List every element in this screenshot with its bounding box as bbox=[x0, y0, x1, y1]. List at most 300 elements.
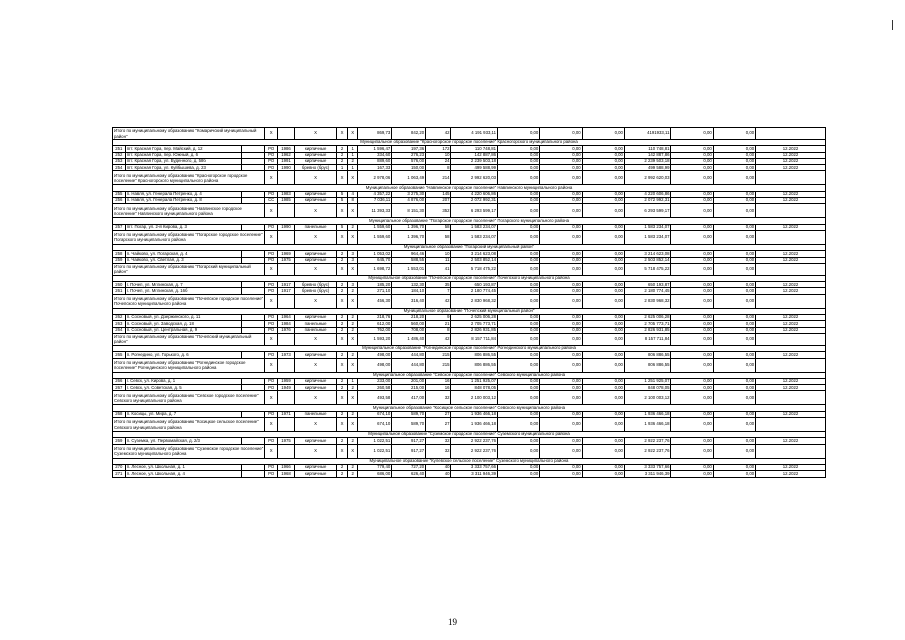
table-cell-c10: 589,70 bbox=[392, 411, 426, 417]
table-cell-c12: 4 220 606,86 bbox=[451, 191, 498, 197]
table-cell-c1: 251 bbox=[113, 146, 126, 152]
table-cell-c13: 0,00 bbox=[498, 152, 540, 158]
subtotal-cell-c15: 0,00 bbox=[582, 333, 624, 345]
table-cell-c7: 2 bbox=[337, 471, 348, 477]
table-cell-c16: 4 220 606,86 bbox=[624, 191, 671, 197]
table-cell-c16: 3 214 623,08 bbox=[624, 251, 671, 257]
municipality-name: Муниципальное образование "Кулевское сельское поселение" Суземского муниципального района bbox=[113, 458, 826, 464]
table-cell-c8: 2 bbox=[347, 158, 358, 164]
table-cell-c5: 1966 bbox=[278, 464, 295, 470]
table-cell-c13: 0,00 bbox=[498, 327, 540, 333]
subtotal-cell-c15: 0,00 bbox=[582, 391, 624, 405]
subtotal-cell-c5 bbox=[278, 171, 295, 185]
subtotal-cell-c9: 869,73 bbox=[358, 128, 392, 140]
subtotal-cell-c8: Х bbox=[347, 444, 358, 458]
subtotal-cell-c12: 2 922 237,76 bbox=[451, 444, 498, 458]
subtotal-cell-c15: 0,00 bbox=[582, 204, 624, 218]
subtotal-label: Итого по муниципальному образованию "Севское городское поселение" Севского муниципального района bbox=[113, 391, 265, 405]
table-cell-c17: 0,00 bbox=[671, 158, 713, 164]
table-cell-c8: 2 bbox=[347, 352, 358, 358]
table-cell-c9: 779,40 bbox=[358, 464, 392, 470]
table-cell-c17: 0,00 bbox=[671, 152, 713, 158]
table-cell-c13: 0,00 bbox=[498, 378, 540, 384]
subtotal-cell-c5 bbox=[278, 358, 295, 372]
subtotal-cell-c8: Х bbox=[347, 294, 358, 308]
subtotal-cell-c9: 1 698,72 bbox=[358, 263, 392, 275]
table-cell-c12: 650 193,87 bbox=[451, 282, 498, 288]
table-cell-c4: РО bbox=[265, 158, 278, 164]
table-cell-c9: 686,00 bbox=[358, 471, 392, 477]
subtotal-cell-c8: Х bbox=[347, 171, 358, 185]
subtotal-cell-c9: 1 022,51 bbox=[358, 444, 392, 458]
subtotal-cell-c6: Х bbox=[294, 204, 336, 218]
table-cell-c9: 674,10 bbox=[358, 411, 392, 417]
table-cell-c3 bbox=[242, 471, 265, 477]
subtotal-cell-c12: 1 936 466,18 bbox=[451, 418, 498, 432]
table-cell-c17: 0,00 bbox=[671, 315, 713, 321]
table-cell-c14: 0,00 bbox=[540, 378, 582, 384]
table-cell-c16: 142 887,86 bbox=[624, 152, 671, 158]
table-cell-c4: РО bbox=[265, 282, 278, 288]
table-cell-c19: 12.2022 bbox=[756, 191, 826, 197]
subtotal-cell-c10: 917,27 bbox=[392, 444, 426, 458]
table-cell-c17: 0,00 bbox=[671, 411, 713, 417]
subtotal-cell-c16: 2 830 968,32 bbox=[624, 294, 671, 308]
subtotal-cell-c4: Х bbox=[265, 333, 278, 345]
subtotal-row bbox=[113, 418, 826, 432]
subtotal-cell-c16: 1 583 234,07 bbox=[624, 230, 671, 244]
table-cell-c5: 1986 bbox=[278, 146, 295, 152]
table-cell-c11: 16 bbox=[426, 385, 451, 391]
capital-repair-table bbox=[112, 127, 826, 478]
subtotal-cell-c16: 8 157 711,84 bbox=[624, 333, 671, 345]
table-cell-c9: 1 596,47 bbox=[358, 146, 392, 152]
subtotal-cell-c12: 1 583 234,07 bbox=[451, 230, 498, 244]
subtotal-cell-c11: 214 bbox=[426, 171, 451, 185]
subtotal-cell-c10: 8 151,30 bbox=[392, 204, 426, 218]
table-cell-c17: 0,00 bbox=[671, 282, 713, 288]
table-cell-c4: РО bbox=[265, 257, 278, 263]
table-cell-c13: 0,00 bbox=[498, 321, 540, 327]
subtotal-cell-c19 bbox=[756, 171, 826, 185]
table-cell-c5: 1969 bbox=[278, 251, 295, 257]
table-cell-c19: 12.2022 bbox=[756, 321, 826, 327]
table-cell-c9: 167,33 bbox=[358, 165, 392, 171]
table-cell-c13: 0,00 bbox=[498, 438, 540, 444]
table-cell-c9: 218,76 bbox=[358, 315, 392, 321]
table-cell-c16: 2 503 852,14 bbox=[624, 257, 671, 263]
address-cell: г. Севск, ул. Кирова, д. 1 bbox=[125, 378, 241, 384]
table-cell-c10: 4 876,00 bbox=[392, 198, 426, 204]
table-cell-c18: 0,00 bbox=[713, 321, 755, 327]
table-cell-c10: 197,36 bbox=[392, 146, 426, 152]
subtotal-cell-c11: 27 bbox=[426, 418, 451, 432]
table-cell-c10: 917,27 bbox=[392, 438, 426, 444]
subtotal-cell-c17: 0,00 bbox=[671, 418, 713, 432]
table-cell-c17: 0,00 bbox=[671, 165, 713, 171]
table-cell-c4: РО bbox=[265, 224, 278, 230]
subtotal-cell-c11: 32 bbox=[426, 444, 451, 458]
table-cell-c4: РО bbox=[265, 352, 278, 358]
table-cell-c16: 1 583 234,07 bbox=[624, 224, 671, 230]
table-cell-c1: 256 bbox=[113, 198, 126, 204]
subtotal-cell-c6: Х bbox=[294, 171, 336, 185]
table-cell-c18: 0,00 bbox=[713, 352, 755, 358]
table-cell-c13: 0,00 bbox=[498, 146, 540, 152]
subtotal-cell-c13: 0,00 bbox=[498, 333, 540, 345]
subtotal-row bbox=[113, 128, 826, 140]
subtotal-cell-c4: Х bbox=[265, 294, 278, 308]
subtotal-row bbox=[113, 294, 826, 308]
subtotal-cell-c17: 0,00 bbox=[671, 333, 713, 345]
table-cell-c15: 0,00 bbox=[582, 438, 624, 444]
subtotal-cell-c11: 41 bbox=[426, 263, 451, 275]
table-cell-c16: 2 625 006,28 bbox=[624, 315, 671, 321]
subtotal-cell-c13: 0,00 bbox=[498, 444, 540, 458]
table-cell-c16: 110 748,81 bbox=[624, 146, 671, 152]
table-cell-c1: 269 bbox=[113, 438, 126, 444]
subtotal-cell-c13: 0,00 bbox=[498, 128, 540, 140]
subtotal-row bbox=[113, 391, 826, 405]
table-cell-c4: РО bbox=[265, 471, 278, 477]
table-cell-c7: 5 bbox=[337, 198, 348, 204]
table-cell-c11: 172 bbox=[426, 146, 451, 152]
table-cell-c1: 260 bbox=[113, 282, 126, 288]
subtotal-cell-c17: 0,00 bbox=[671, 263, 713, 275]
subtotal-cell-c19 bbox=[756, 418, 826, 432]
table-cell-c4: РО bbox=[265, 251, 278, 257]
table-cell-c1: 267 bbox=[113, 385, 126, 391]
subtotal-cell-c15: 0,00 bbox=[582, 444, 624, 458]
address-cell: п. Суземка, ул. Первомайская, д. 2/3 bbox=[125, 438, 241, 444]
address-cell: пгт. Красная Гора, пер. Майский, д. 12 bbox=[125, 146, 241, 152]
table-cell-c8: 3 bbox=[347, 251, 358, 257]
table-cell-c4: СС bbox=[265, 198, 278, 204]
table-cell-c9: 498,00 bbox=[358, 352, 392, 358]
table-cell-c15: 0,00 bbox=[582, 146, 624, 152]
table-cell-c15: 0,00 bbox=[582, 224, 624, 230]
subtotal-cell-c18: 0,00 bbox=[713, 444, 755, 458]
table-cell-c19: 12.2022 bbox=[756, 146, 826, 152]
table-cell-c15: 0,00 bbox=[582, 288, 624, 294]
subtotal-row bbox=[113, 358, 826, 372]
table-cell-c18: 0,00 bbox=[713, 315, 755, 321]
subtotal-cell-c18: 0,00 bbox=[713, 333, 755, 345]
table-cell-c10: 576,00 bbox=[392, 158, 426, 164]
subtotal-cell-c5 bbox=[278, 128, 295, 140]
subtotal-cell-c10: 1 063,49 bbox=[392, 171, 426, 185]
table-cell-c18: 0,00 bbox=[713, 282, 755, 288]
table-cell-c13: 0,00 bbox=[498, 288, 540, 294]
subtotal-cell-c14: 0,00 bbox=[540, 444, 582, 458]
table-cell-c16: 3 333 757,66 bbox=[624, 464, 671, 470]
table-cell-c5: 1984 bbox=[278, 321, 295, 327]
subtotal-row bbox=[113, 444, 826, 458]
table-cell-c7: 5 bbox=[337, 191, 348, 197]
municipality-name: Муниципальное образование "Навлинское городское поселение" Навлинского муниципального района bbox=[113, 185, 826, 191]
table-cell-c9: 889,60 bbox=[358, 158, 392, 164]
municipality-name: Муниципальное образование "Косицкое сельское поселение" Севского муниципального района bbox=[113, 405, 826, 411]
table-cell-c7: 2 bbox=[337, 385, 348, 391]
table-cell-c12: 1 251 925,07 bbox=[451, 378, 498, 384]
address-cell: п. Навля, ул. Генерала Петренко, д. 8 bbox=[125, 198, 241, 204]
table-cell-c17: 0,00 bbox=[671, 146, 713, 152]
table-cell-c4: РО bbox=[265, 152, 278, 158]
table-cell-c6: панельные bbox=[294, 321, 336, 327]
subtotal-cell-c4: Х bbox=[265, 444, 278, 458]
table-cell-c7: 2 bbox=[337, 411, 348, 417]
subtotal-cell-c7: Х bbox=[337, 358, 348, 372]
table-cell-c12: 848 078,05 bbox=[451, 385, 498, 391]
subtotal-cell-c12: 6 293 599,17 bbox=[451, 204, 498, 218]
table-cell-c19: 12.2022 bbox=[756, 471, 826, 477]
table-cell-c1: 257 bbox=[113, 224, 126, 230]
table-cell-c17: 0,00 bbox=[671, 385, 713, 391]
table-cell-c14: 0,00 bbox=[540, 191, 582, 197]
table-cell-c12: 806 886,55 bbox=[451, 352, 498, 358]
subtotal-cell-c19 bbox=[756, 230, 826, 244]
subtotal-cell-c6: Х bbox=[294, 418, 336, 432]
table-cell-c1: 259 bbox=[113, 257, 126, 263]
table-cell-c7: 2 bbox=[337, 464, 348, 470]
table-cell-c1: 262 bbox=[113, 315, 126, 321]
subtotal-cell-c5 bbox=[278, 333, 295, 345]
table-cell-c18: 0,00 bbox=[713, 385, 755, 391]
table-cell-c18: 0,00 bbox=[713, 411, 755, 417]
subtotal-cell-c16: 2 922 237,76 bbox=[624, 444, 671, 458]
table-cell-c6: кирпичные bbox=[294, 191, 336, 197]
subtotal-cell-c13: 0,00 bbox=[498, 230, 540, 244]
table-cell-c14: 0,00 bbox=[540, 411, 582, 417]
table-cell-c10: 218,20 bbox=[392, 315, 426, 321]
subtotal-label: Итого по муниципальному образованию "Навлинское городское поселение" Навлинского муниципального района bbox=[113, 204, 265, 218]
subtotal-cell-c19 bbox=[756, 263, 826, 275]
table-cell-c6: кирпичные bbox=[294, 438, 336, 444]
table-cell-c9: 7 036,11 bbox=[358, 198, 392, 204]
subtotal-cell-c9: 674,10 bbox=[358, 418, 392, 432]
table-cell-c19: 12.2022 bbox=[756, 282, 826, 288]
table-cell-c5: 1991 bbox=[278, 158, 295, 164]
subtotal-cell-c10: 444,80 bbox=[392, 358, 426, 372]
table-cell-c18: 0,00 bbox=[713, 146, 755, 152]
table-cell-c4: РО bbox=[265, 438, 278, 444]
subtotal-cell-c5 bbox=[278, 418, 295, 432]
table-cell-c6: кирпичные bbox=[294, 257, 336, 263]
address-cell: пгт. Красная Гора, ул. Куйбышева, д. 23 bbox=[125, 165, 241, 171]
subtotal-cell-c13: 0,00 bbox=[498, 294, 540, 308]
table-cell-c15: 0,00 bbox=[582, 165, 624, 171]
subtotal-cell-c12: 5 718 475,22 bbox=[451, 263, 498, 275]
table-cell-c8: 2 bbox=[347, 411, 358, 417]
municipality-name: Муниципальное образование "Погарское городское поселение" Погарского муниципального района bbox=[113, 218, 826, 224]
subtotal-cell-c9: 456,30 bbox=[358, 294, 392, 308]
subtotal-cell-c10: 1 486,40 bbox=[392, 333, 426, 345]
subtotal-label: Итого по муниципальному образованию "Рогнединское городское поселение" Рогнединского муниципального района bbox=[113, 358, 265, 372]
table-cell-c13: 0,00 bbox=[498, 464, 540, 470]
table-cell-c14: 0,00 bbox=[540, 282, 582, 288]
address-cell: п. Рогнедино, ул. Горького, д. 6 bbox=[125, 352, 241, 358]
subtotal-cell-c7: Х bbox=[337, 230, 348, 244]
subtotal-cell-c14: 0,00 bbox=[540, 418, 582, 432]
table-cell-c12: 2 922 237,76 bbox=[451, 438, 498, 444]
subtotal-cell-c12: 806 886,55 bbox=[451, 358, 498, 372]
table-cell-c9: 1 559,60 bbox=[358, 224, 392, 230]
table-cell-c11: 40 bbox=[426, 471, 451, 477]
subtotal-cell-c4: Х bbox=[265, 171, 278, 185]
table-cell-c9: 260,58 bbox=[358, 385, 392, 391]
table-cell-c11: 207 bbox=[426, 198, 451, 204]
table-cell-c18: 0,00 bbox=[713, 224, 755, 230]
address-cell: пгт. Красная Гора, пер. Южный, д. 6 bbox=[125, 152, 241, 158]
table-cell-c4: РО bbox=[265, 191, 278, 197]
table-cell-c7: 2 bbox=[337, 158, 348, 164]
table-cell-c5: 1917 bbox=[278, 282, 295, 288]
table-cell-c13: 0,00 bbox=[498, 315, 540, 321]
table-cell-c6: панельные bbox=[294, 411, 336, 417]
table-cell-c8: 1 bbox=[347, 165, 358, 171]
subtotal-label: Итого по муниципальному образованию "Почепский муниципальный район" bbox=[113, 333, 265, 345]
table-cell-c4: РО bbox=[265, 378, 278, 384]
table-cell-c12: 2 625 006,28 bbox=[451, 315, 498, 321]
table-cell-c12: 1 936 466,18 bbox=[451, 411, 498, 417]
table-cell-c1: 263 bbox=[113, 321, 126, 327]
table-cell-c7: 2 bbox=[337, 251, 348, 257]
table-cell-c15: 0,00 bbox=[582, 327, 624, 333]
table-cell-c11: 9 bbox=[426, 315, 451, 321]
table-cell-c5: 1976 bbox=[278, 327, 295, 333]
table-cell-c8: 2 bbox=[347, 471, 358, 477]
subtotal-cell-c10: 842,20 bbox=[392, 128, 426, 140]
table-cell-c16: 2 922 237,76 bbox=[624, 438, 671, 444]
subtotal-cell-c13: 0,00 bbox=[498, 204, 540, 218]
subtotal-cell-c6: Х bbox=[294, 263, 336, 275]
address-cell: г. Почеп, ул. Мглинская, д. 16б bbox=[125, 288, 241, 294]
table-cell-c7: 2 bbox=[337, 257, 348, 263]
subtotal-cell-c15: 0,00 bbox=[582, 418, 624, 432]
table-cell-c15: 0,00 bbox=[582, 464, 624, 470]
table-cell-c18: 0,00 bbox=[713, 378, 755, 384]
table-cell-c18: 0,00 bbox=[713, 438, 755, 444]
table-cell-c15: 0,00 bbox=[582, 315, 624, 321]
table-cell-c13: 0,00 bbox=[498, 251, 540, 257]
table-cell-c10: 132,30 bbox=[392, 282, 426, 288]
subtotal-cell-c4: Х bbox=[265, 204, 278, 218]
table-cell-c7: 5 bbox=[337, 224, 348, 230]
table-cell-c15: 0,00 bbox=[582, 471, 624, 477]
table-cell-c16: 2 705 773,71 bbox=[624, 321, 671, 327]
address-cell: пгт. Погар, ул. 2-й Кирова, д. 3 bbox=[125, 224, 241, 230]
table-cell-c5: 1975 bbox=[278, 438, 295, 444]
subtotal-cell-c10: 316,40 bbox=[392, 294, 426, 308]
subtotal-cell-c17: 0,00 bbox=[671, 391, 713, 405]
table-cell-c15: 0,00 bbox=[582, 352, 624, 358]
subtotal-label: Итого по муниципальному образованию "Красногорское городское поселение" Красногорского муниципального района bbox=[113, 171, 265, 185]
subtotal-cell-c14: 0,00 bbox=[540, 333, 582, 345]
table-cell-c9: 185,20 bbox=[358, 282, 392, 288]
subtotal-cell-c5 bbox=[278, 204, 295, 218]
table-cell-c4: РО bbox=[265, 146, 278, 152]
subtotal-cell-c14: 0,00 bbox=[540, 358, 582, 372]
subtotal-cell-c11: 42 bbox=[426, 333, 451, 345]
table-cell-c15: 0,00 bbox=[582, 282, 624, 288]
table-cell-c6: кирпичные bbox=[294, 198, 336, 204]
table-cell-c1: 268 bbox=[113, 411, 126, 417]
table-cell-c11: 10 bbox=[426, 152, 451, 158]
subtotal-cell-c6: Х bbox=[294, 294, 336, 308]
table-cell-c4: РО bbox=[265, 464, 278, 470]
table-cell-c18: 0,00 bbox=[713, 464, 755, 470]
table-cell-c16: 2 239 503,18 bbox=[624, 158, 671, 164]
table-cell-c8: 4 bbox=[347, 191, 358, 197]
subtotal-cell-c11: 42 bbox=[426, 294, 451, 308]
table-cell-c5: 1985 bbox=[278, 198, 295, 204]
table-cell-c4: РО bbox=[265, 385, 278, 391]
table-cell-c18: 0,00 bbox=[713, 165, 755, 171]
subtotal-cell-c9: 11 393,33 bbox=[358, 204, 392, 218]
address-cell: пгт. Красная Гора, ул. Буденного, д. 58б bbox=[125, 158, 241, 164]
subtotal-cell-c17: 0,00 bbox=[671, 204, 713, 218]
table-cell-c18: 0,00 bbox=[713, 158, 755, 164]
table-cell-c14: 0,00 bbox=[540, 152, 582, 158]
table-cell-c13: 0,00 bbox=[498, 158, 540, 164]
address-cell: п. Навля, ул. Генерала Петренко, д. 4 bbox=[125, 191, 241, 197]
table-cell-c12: 2 826 931,85 bbox=[451, 327, 498, 333]
table-cell-c11: 7 bbox=[426, 288, 451, 294]
table-cell-c17: 0,00 bbox=[671, 191, 713, 197]
table-cell-c13: 0,00 bbox=[498, 198, 540, 204]
table-cell-c13: 0,00 bbox=[498, 385, 540, 391]
table-cell-c14: 0,00 bbox=[540, 315, 582, 321]
address-cell: п. Косицы, ул. Мира, д. 7 bbox=[125, 411, 241, 417]
municipality-name: Муниципальное образование "Красногорское городское поселение" Красногорского муниципального района bbox=[113, 140, 826, 146]
table-cell-c12: 3 311 946,39 bbox=[451, 471, 498, 477]
subtotal-cell-c17: 0,00 bbox=[671, 294, 713, 308]
subtotal-cell-c6: Х bbox=[294, 230, 336, 244]
table-cell-c14: 0,00 bbox=[540, 288, 582, 294]
table-cell-c7: 1 bbox=[337, 165, 348, 171]
table-cell-c5: 1973 bbox=[278, 352, 295, 358]
table-cell-c8: 1 bbox=[347, 146, 358, 152]
subtotal-cell-c18: 0,00 bbox=[713, 171, 755, 185]
table-cell-c7: 2 bbox=[337, 352, 348, 358]
table-cell-c17: 0,00 bbox=[671, 464, 713, 470]
table-cell-c12: 2 072 992,31 bbox=[451, 198, 498, 204]
address-cell: п. Чайково, ул. Светлая, д. 3 bbox=[125, 257, 241, 263]
table-cell-c6: кирпичные bbox=[294, 378, 336, 384]
subtotal-cell-c17: 0,00 bbox=[671, 358, 713, 372]
address-cell: п. Сосновый, ул. Центральная, д. 9 bbox=[125, 327, 241, 333]
subtotal-cell-c8: Х bbox=[347, 333, 358, 345]
table-cell-c17: 0,00 bbox=[671, 321, 713, 327]
subtotal-cell-c6: Х bbox=[294, 128, 336, 140]
address-cell: п. Сосновый, ул. Заводская, д. 18 bbox=[125, 321, 241, 327]
table-cell-c15: 0,00 bbox=[582, 158, 624, 164]
table-cell-c6: кирпичные bbox=[294, 385, 336, 391]
table-cell-c8: 1 bbox=[347, 378, 358, 384]
table-cell-c5: 1917 bbox=[278, 288, 295, 294]
table-cell-c9: 645,70 bbox=[358, 257, 392, 263]
table-cell-c9: 271,10 bbox=[358, 288, 392, 294]
municipality-name: Муниципальное образование "Севское городское поселение" Севского муниципального района bbox=[113, 372, 826, 378]
subtotal-cell-c17: 0,00 bbox=[671, 444, 713, 458]
table-cell-c19: 12.2022 bbox=[756, 251, 826, 257]
table-cell-c5: 1971 bbox=[278, 411, 295, 417]
table-cell-c17: 0,00 bbox=[671, 251, 713, 257]
table-cell-c16: 848 078,05 bbox=[624, 385, 671, 391]
subtotal-row bbox=[113, 333, 826, 345]
table-cell-c11: 35 bbox=[426, 282, 451, 288]
address-cell: п. Сосновый, ул. Дзержинского, д. 11 bbox=[125, 315, 241, 321]
